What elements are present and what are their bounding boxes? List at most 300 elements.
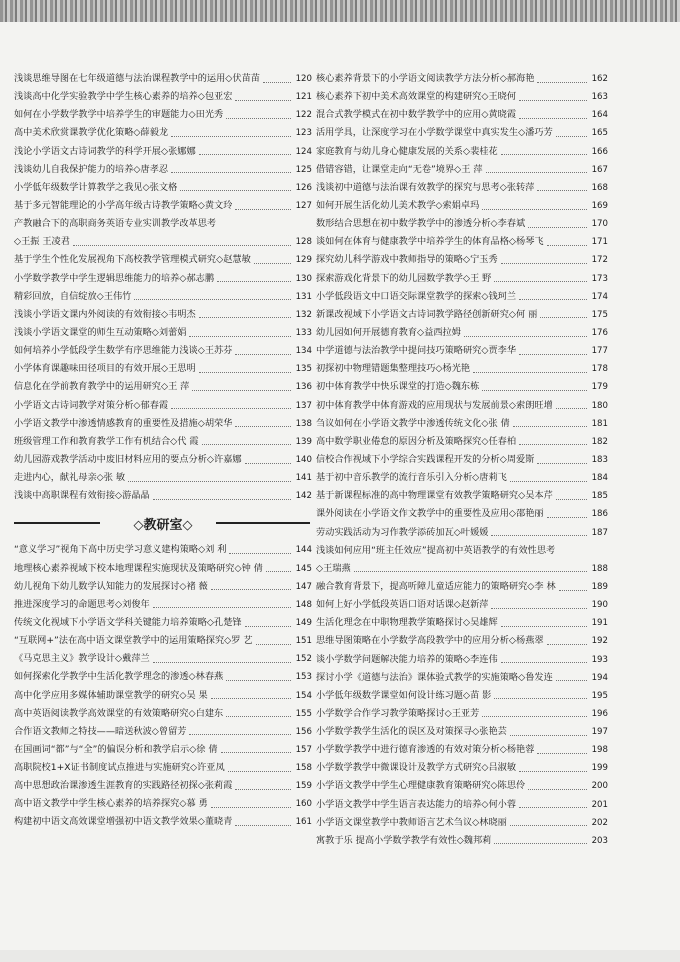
toc-page-number: 127 bbox=[295, 200, 312, 211]
toc-leader-dots bbox=[192, 390, 291, 391]
toc-entry[interactable] bbox=[14, 215, 312, 233]
toc-page-number: 182 bbox=[591, 436, 608, 447]
toc-entry-title: 浅谈思维导图在七年级道德与法治课程教学中的运用◇伏苗苗 bbox=[14, 73, 260, 84]
toc-page-number: 197 bbox=[591, 727, 608, 738]
toc-page-number: 168 bbox=[591, 182, 608, 193]
page-top-band bbox=[0, 0, 680, 22]
toc-entry-title: 课外阅读在小学语文作文教学中的重要性及应用◇邵艳丽 bbox=[316, 508, 544, 520]
toc-page-number: 155 bbox=[295, 708, 312, 719]
toc-leader-dots bbox=[519, 299, 587, 300]
toc-entry-title: 探究幼儿科学游戏中教师指导的策略◇宁玉秀 bbox=[316, 254, 498, 266]
toc-page-number: 170 bbox=[591, 219, 608, 230]
toc-entry[interactable] bbox=[14, 360, 312, 378]
toc-leader-dots bbox=[226, 716, 291, 717]
toc-entry[interactable] bbox=[316, 469, 608, 487]
toc-page-number: 124 bbox=[295, 146, 312, 157]
toc-leader-dots bbox=[199, 317, 291, 318]
section-rule-left bbox=[14, 522, 100, 524]
toc-page-number: 145 bbox=[295, 563, 312, 574]
toc-entry-title: 小学数学教学中微课设计及教学方式研究◇吕淑敏 bbox=[316, 762, 517, 774]
toc-page-number: 165 bbox=[591, 128, 608, 139]
toc-leader-dots bbox=[134, 299, 291, 300]
toc-page-number: 193 bbox=[591, 654, 608, 665]
toc-leader-dots bbox=[153, 662, 291, 663]
toc-entry[interactable] bbox=[14, 306, 312, 324]
toc-entry-title: 新课改视域下小学语文古诗词教学路径创新研究◇何 丽 bbox=[316, 308, 538, 320]
toc-entry[interactable] bbox=[14, 668, 312, 686]
toc-page-number: 153 bbox=[295, 672, 312, 683]
toc-entry-title: 浅谈幼儿自我保护能力的培养◇唐孝忍 bbox=[14, 163, 169, 175]
toc-page-number: 183 bbox=[591, 454, 608, 465]
toc-leader-dots bbox=[547, 245, 587, 246]
toc-leader-dots bbox=[235, 209, 291, 210]
toc-entry-title: 小学低年级数学课堂如何设计练习题◇苗 影 bbox=[316, 689, 492, 701]
toc-entry[interactable] bbox=[14, 397, 312, 415]
toc-entry[interactable] bbox=[316, 88, 608, 106]
section-header bbox=[14, 505, 312, 541]
toc-leader-dots bbox=[199, 154, 291, 155]
toc-page-number: 158 bbox=[295, 763, 312, 774]
toc-entry-title: 小学低段语文中口语交际课堂教学的探索◇钱珂兰 bbox=[316, 290, 517, 302]
toc-leader-dots bbox=[189, 734, 291, 735]
toc-entry[interactable] bbox=[316, 106, 608, 124]
toc-entry-title: 产教融合下的高职商务英语专业实训教学改革思考 bbox=[14, 218, 217, 230]
toc-page-number: 203 bbox=[591, 835, 608, 846]
toc-entry[interactable] bbox=[14, 777, 312, 795]
toc-entry[interactable] bbox=[14, 124, 312, 142]
toc-entry[interactable] bbox=[316, 360, 608, 378]
toc-page-number: 187 bbox=[591, 527, 608, 538]
toc-leader-dots bbox=[528, 227, 587, 228]
toc-entry[interactable] bbox=[14, 560, 312, 578]
toc-leader-dots bbox=[171, 172, 291, 173]
toc-leader-dots bbox=[229, 553, 291, 554]
toc-entry[interactable] bbox=[14, 233, 312, 251]
toc-leader-dots bbox=[510, 825, 587, 826]
toc-entry[interactable] bbox=[316, 306, 608, 324]
toc-entry[interactable] bbox=[316, 524, 608, 542]
toc-entry-title: 高中思想政治课渗透生涯教育的实践路径初探◇张莉霞 bbox=[14, 780, 233, 792]
toc-leader-dots bbox=[547, 517, 587, 518]
toc-entry-title: 基于新课程标准的高中物理课堂有效教学策略研究◇吴本芹 bbox=[316, 490, 553, 502]
toc-page-number: 149 bbox=[295, 617, 312, 628]
toc-entry[interactable] bbox=[14, 433, 312, 451]
toc-page-number: 188 bbox=[591, 563, 608, 574]
toc-leader-dots bbox=[263, 82, 291, 83]
toc-entry[interactable] bbox=[14, 759, 312, 777]
toc-page-number: 164 bbox=[591, 110, 608, 121]
toc-page-number: 167 bbox=[591, 164, 608, 175]
toc-entry-title: 基于学生个性化发展视角下高校教学管理模式研究◇赵慧敏 bbox=[14, 254, 251, 266]
toc-entry-title: 构建初中语文高效课堂增强初中语文教学效果◇董晓青 bbox=[14, 816, 233, 828]
toc-entry-title: 核心素养背景下的小学语文阅读教学方法分析◇郝海艳 bbox=[316, 73, 535, 84]
toc-leader-dots bbox=[245, 626, 291, 627]
toc-leader-dots bbox=[494, 281, 587, 282]
toc-page-number: 151 bbox=[295, 636, 312, 647]
page-bottom-edge bbox=[0, 950, 680, 962]
toc-page-number: 201 bbox=[591, 799, 608, 810]
toc-leader-dots bbox=[217, 281, 291, 282]
toc-entry[interactable] bbox=[14, 596, 312, 614]
toc-page-number: 132 bbox=[295, 309, 312, 320]
toc-leader-dots bbox=[556, 680, 587, 681]
toc-entry[interactable] bbox=[14, 687, 312, 705]
toc-leader-dots bbox=[464, 336, 587, 337]
toc-entry-title: 借错容错，让课堂走向“无卷”境界◇王 萍 bbox=[316, 163, 483, 175]
toc-entry[interactable] bbox=[14, 288, 312, 306]
toc-leader-dots bbox=[528, 789, 587, 790]
toc-leader-dots bbox=[211, 589, 291, 590]
toc-leader-dots bbox=[228, 771, 291, 772]
toc-leader-dots bbox=[482, 390, 587, 391]
toc-entry[interactable] bbox=[14, 88, 312, 106]
toc-page-number: 194 bbox=[591, 672, 608, 683]
toc-entry-title: 合作语文教师之特技——暗送秋波◇曾留芳 bbox=[14, 725, 187, 737]
toc-entry[interactable] bbox=[14, 270, 312, 288]
toc-entry-title: 初中体育教学中快乐课堂的打造◇魏东栋 bbox=[316, 381, 480, 393]
toc-page-number: 166 bbox=[591, 146, 608, 157]
toc-leader-dots bbox=[513, 426, 587, 427]
toc-page-number: 161 bbox=[295, 817, 312, 828]
toc-leader-dots bbox=[235, 100, 291, 101]
toc-leader-dots bbox=[482, 209, 587, 210]
toc-leader-dots bbox=[537, 190, 587, 191]
toc-entry[interactable] bbox=[316, 215, 608, 233]
toc-leader-dots bbox=[171, 136, 291, 137]
toc-entry[interactable] bbox=[316, 415, 608, 433]
toc-leader-dots bbox=[254, 263, 291, 264]
toc-entry-title: 小学数学合作学习教学策略探讨◇王亚芳 bbox=[316, 707, 480, 719]
toc-entry-title: 谈如何在体育与健康教学中培养学生的体育品格◇杨琴飞 bbox=[316, 236, 544, 248]
toc-entry[interactable] bbox=[316, 560, 608, 578]
toc-entry[interactable] bbox=[316, 596, 608, 614]
toc-leader-dots bbox=[519, 444, 587, 445]
toc-page-number: 177 bbox=[591, 346, 608, 357]
toc-page-number: 162 bbox=[591, 74, 608, 84]
toc-entry-title: 高中英语阅读教学高效课堂的有效策略研究◇白建东 bbox=[14, 707, 224, 719]
toc-entry-title: 精彩回放，自信绽放◇王伟竹 bbox=[14, 290, 132, 302]
toc-entry-title: 如何上好小学低段英语口语对话课◇赵新萍 bbox=[316, 599, 489, 611]
toc-leader-dots bbox=[519, 100, 587, 101]
toc-entry-title: 数形结合思想在初中数学教学中的渗透分析◇李春斌 bbox=[316, 218, 526, 230]
toc-entry[interactable] bbox=[14, 650, 312, 668]
toc-leader-dots bbox=[235, 789, 291, 790]
toc-leader-dots bbox=[171, 408, 291, 409]
toc-leader-dots bbox=[189, 336, 291, 337]
toc-leader-dots bbox=[221, 752, 291, 753]
toc-entry[interactable] bbox=[14, 451, 312, 469]
toc-leader-dots bbox=[245, 463, 291, 464]
toc-page-number: 180 bbox=[591, 400, 608, 411]
toc-entry-title: 小学体育课趣味田径项目的有效开展◇王思明 bbox=[14, 363, 196, 375]
toc-leader-dots bbox=[559, 590, 587, 591]
toc-leader-dots bbox=[556, 499, 587, 500]
toc-page-number: 135 bbox=[295, 364, 312, 375]
toc-left-list bbox=[14, 70, 312, 505]
toc-page-number: 181 bbox=[591, 418, 608, 429]
toc-leader-dots bbox=[199, 372, 291, 373]
toc-entry-title: 高中美术欣赏课教学优化策略◇薛毅龙 bbox=[14, 127, 169, 139]
toc-entry[interactable] bbox=[316, 759, 608, 777]
toc-page-number: 129 bbox=[295, 255, 312, 266]
toc-entry-title: ◇王振 王凌君 bbox=[14, 236, 70, 248]
toc-entry-title: 浅谈高中化学实验教学中学生核心素养的培养◇包亚宏 bbox=[14, 91, 233, 103]
toc-entry-title: 小学语文课堂教学中教师语言艺术刍议◇林晓丽 bbox=[316, 816, 507, 828]
toc-entry-title: 探索游戏化背景下的幼儿园数学教学◇王 野 bbox=[316, 272, 492, 284]
toc-entry-title: 如何培养小学低段学生数学有序思维能力浅谈◇王苏芬 bbox=[14, 345, 233, 357]
toc-entry[interactable] bbox=[316, 251, 608, 269]
toc-entry-title: 信校合作视域下小学综合实践课程开发的分析◇周爱斯 bbox=[316, 453, 535, 465]
toc-entry[interactable] bbox=[316, 161, 608, 179]
toc-entry[interactable] bbox=[316, 324, 608, 342]
toc-page-number: 199 bbox=[591, 763, 608, 774]
toc-leader-dots bbox=[519, 771, 587, 772]
toc-page-number: 190 bbox=[591, 600, 608, 611]
toc-entry[interactable] bbox=[14, 632, 312, 650]
toc-entry[interactable] bbox=[316, 270, 608, 288]
toc-leader-dots bbox=[128, 481, 291, 482]
toc-entry[interactable] bbox=[14, 197, 312, 215]
toc-leader-dots bbox=[180, 190, 291, 191]
toc-entry-title: 中学道德与法治教学中提问技巧策略研究◇贾李华 bbox=[316, 345, 517, 357]
toc-leader-dots bbox=[547, 644, 587, 645]
toc-entry[interactable] bbox=[316, 288, 608, 306]
toc-leader-dots bbox=[519, 118, 587, 119]
toc-leader-dots bbox=[510, 735, 587, 736]
section-title: ◇教研室◇ bbox=[128, 514, 199, 533]
toc-entry-title: 如何探索化学教学中生活化教学理念的渗透◇林春燕 bbox=[14, 671, 224, 683]
toc-entry[interactable] bbox=[316, 723, 608, 741]
toc-entry-title: 小学语文古诗词教学对策分析◇郁春霞 bbox=[14, 399, 169, 411]
toc-leader-dots bbox=[153, 499, 291, 500]
toc-entry[interactable] bbox=[14, 324, 312, 342]
toc-leader-dots bbox=[235, 825, 291, 826]
toc-page-number: 200 bbox=[591, 781, 608, 792]
toc-entry[interactable] bbox=[316, 70, 608, 88]
toc-entry[interactable] bbox=[316, 233, 608, 251]
toc-leader-dots bbox=[494, 843, 587, 844]
toc-entry[interactable] bbox=[316, 451, 608, 469]
toc-entry[interactable] bbox=[14, 487, 312, 505]
toc-entry[interactable] bbox=[316, 651, 608, 669]
toc-entry[interactable] bbox=[316, 796, 608, 814]
toc-entry[interactable] bbox=[316, 669, 608, 687]
toc-leader-dots bbox=[537, 753, 587, 754]
toc-entry-title: 家庭教育与幼儿身心健康发展的关系◇裴桂花 bbox=[316, 145, 498, 157]
toc-leader-dots bbox=[235, 426, 291, 427]
toc-leader-dots bbox=[486, 172, 587, 173]
toc-entry-title: 活用学具，让深度学习在小学数学课堂中真实发生◇潘巧芳 bbox=[316, 127, 553, 139]
toc-entry[interactable] bbox=[316, 705, 608, 723]
toc-entry-title: 刍议如何在小学语文教学中渗透传统文化◇张 倩 bbox=[316, 417, 510, 429]
toc-entry-title: 混合式教学模式在初中数学教学中的应用◇黄晓霞 bbox=[316, 109, 517, 121]
toc-entry-title: 高职院校1+X证书制度试点推进与实施研究◇许亚凤 bbox=[14, 762, 225, 774]
toc-entry-title: 如何开展生活化幼儿美术教学◇索娟卓玛 bbox=[316, 199, 480, 211]
toc-entry[interactable] bbox=[14, 342, 312, 360]
toc-entry[interactable] bbox=[316, 378, 608, 396]
toc-page-number: 179 bbox=[591, 382, 608, 393]
toc-entry[interactable] bbox=[14, 795, 312, 813]
toc-page-number: 128 bbox=[295, 237, 312, 248]
toc-leader-dots bbox=[482, 716, 587, 717]
toc-entry[interactable] bbox=[316, 832, 608, 850]
toc-entry-title: 传统文化视域下小学语文学科关键能力培养策略◇孔楚锋 bbox=[14, 616, 242, 628]
toc-left-column bbox=[14, 70, 312, 832]
toc-entry-title: ◇王瑞燕 bbox=[316, 562, 351, 574]
toc-entry[interactable] bbox=[14, 541, 312, 559]
toc-entry[interactable] bbox=[316, 487, 608, 505]
toc-entry[interactable] bbox=[14, 161, 312, 179]
toc-entry-title: 如何在小学数学教学中培养学生的审题能力◇田光秀 bbox=[14, 109, 224, 121]
toc-page-number: 191 bbox=[591, 618, 608, 629]
toc-leader-dots bbox=[473, 372, 587, 373]
toc-page-number: 173 bbox=[591, 273, 608, 284]
toc-leader-dots bbox=[501, 154, 587, 155]
toc-leader-dots bbox=[226, 118, 291, 119]
toc-leader-dots bbox=[491, 535, 587, 536]
toc-entry-title: 初探初中物理错题集整理技巧◇杨光艳 bbox=[316, 363, 471, 375]
toc-page-number: 131 bbox=[295, 291, 312, 302]
toc-entry[interactable] bbox=[14, 70, 312, 88]
toc-page-number: 125 bbox=[295, 164, 312, 175]
toc-page-number: 171 bbox=[591, 237, 608, 248]
toc-entry-title: 《马克思主义》教学设计◇戴萍兰 bbox=[14, 653, 150, 665]
toc-entry[interactable] bbox=[316, 542, 608, 560]
toc-entry[interactable] bbox=[14, 813, 312, 831]
toc-page-number: 184 bbox=[591, 473, 608, 484]
toc-page-number: 157 bbox=[295, 744, 312, 755]
toc-entry-title: 小学数学教学生活化的误区及对策探寻◇张艳芸 bbox=[316, 726, 507, 738]
toc-page-number: 133 bbox=[295, 327, 312, 338]
toc-entry-title: 小学语文教学中学生心理健康教育策略研究◇陈思伶 bbox=[316, 780, 526, 792]
toc-page-number: 126 bbox=[295, 182, 312, 193]
toc-entry-title: 高中语文教学中学生核心素养的培养探究◇慕 勇 bbox=[14, 798, 208, 810]
toc-entry-title: 基于多元智能理论的小学高年级古诗教学策略◇黄文玲 bbox=[14, 199, 233, 211]
toc-entry-title: 浅论小学语文古诗词教学的科学开展◇张娜娜 bbox=[14, 145, 196, 157]
toc-leader-dots bbox=[540, 317, 587, 318]
toc-leader-dots bbox=[491, 608, 587, 609]
toc-page-number: 120 bbox=[295, 74, 312, 84]
toc-page-number: 198 bbox=[591, 745, 608, 756]
toc-entry[interactable] bbox=[316, 614, 608, 632]
toc-page-number: 123 bbox=[295, 128, 312, 139]
toc-entry[interactable] bbox=[14, 378, 312, 396]
toc-entry-title: 思维导图策略在小学数学高段教学中的应用分析◇杨燕翠 bbox=[316, 635, 544, 647]
toc-leader-dots bbox=[519, 807, 587, 808]
toc-leader-dots bbox=[211, 807, 291, 808]
toc-entry-title: 小学低年级数学计算教学之我见◇张文格 bbox=[14, 181, 178, 193]
toc-page-number: 140 bbox=[295, 454, 312, 465]
toc-page-number: 172 bbox=[591, 255, 608, 266]
toc-page-number: 176 bbox=[591, 327, 608, 338]
toc-entry-title: “互联网+”法在高中语文课堂教学中的运用策略探究◇罗 艺 bbox=[14, 635, 253, 647]
toc-entry-title: 走进内心，献礼母亲◇张 敏 bbox=[14, 472, 126, 484]
toc-page-number: 137 bbox=[295, 400, 312, 411]
toc-entry-title: 小学语文教学中渗透情感教育的重要性及措施◇胡荣华 bbox=[14, 417, 233, 429]
toc-entry[interactable] bbox=[14, 179, 312, 197]
toc-entry[interactable] bbox=[316, 397, 608, 415]
toc-entry-title: 在国画词“都”与“全”的偏误分析和教学启示◇徐 倩 bbox=[14, 743, 218, 755]
toc-entry[interactable] bbox=[316, 143, 608, 161]
toc-entry-title: 地理核心素养视域下校本地理课程实施现状及策略研究◇钟 倩 bbox=[14, 562, 263, 574]
toc-page-number: 121 bbox=[295, 92, 312, 103]
toc-leader-dots bbox=[202, 444, 291, 445]
toc-entry[interactable] bbox=[14, 723, 312, 741]
toc-entry[interactable] bbox=[316, 578, 608, 596]
toc-entry[interactable] bbox=[316, 342, 608, 360]
toc-leader-dots bbox=[266, 571, 291, 572]
toc-entry-title: 浅谈中高职课程有效衔接◇游晶晶 bbox=[14, 490, 150, 502]
toc-page-number: 195 bbox=[591, 690, 608, 701]
toc-entry-title: 基于初中音乐教学的流行音乐引入分析◇唐莉飞 bbox=[316, 472, 507, 484]
toc-page-number: 169 bbox=[591, 200, 608, 211]
toc-page-number: 175 bbox=[591, 309, 608, 320]
toc-entry[interactable] bbox=[14, 614, 312, 632]
toc-entry-title: 核心素养下初中美术高效课堂的构建研究◇王晓何 bbox=[316, 91, 517, 103]
toc-right-column bbox=[316, 70, 608, 850]
toc-entry[interactable] bbox=[14, 741, 312, 759]
toc-entry-title: 探讨小学《道德与法治》课体验式教学的实施策略◇鲁发连 bbox=[316, 671, 553, 683]
toc-entry[interactable] bbox=[316, 687, 608, 705]
toc-entry-title: 劳动实践活动为习作教学添砖加瓦◇叶媛媛 bbox=[316, 526, 489, 538]
toc-entry[interactable] bbox=[316, 505, 608, 523]
toc-leader-dots bbox=[537, 82, 587, 83]
toc-leader-dots bbox=[537, 463, 587, 464]
toc-entry[interactable] bbox=[14, 106, 312, 124]
toc-page-number: 130 bbox=[295, 273, 312, 284]
toc-page-number: 186 bbox=[591, 509, 608, 520]
toc-page-number: 152 bbox=[295, 654, 312, 665]
toc-leader-dots bbox=[354, 571, 587, 572]
toc-entry[interactable] bbox=[316, 179, 608, 197]
toc-entry-title: 寓教于乐 提高小学数学教学有效性◇魏邦莉 bbox=[316, 834, 492, 846]
toc-entry[interactable] bbox=[14, 469, 312, 487]
toc-entry[interactable] bbox=[316, 632, 608, 650]
toc-page-number: 178 bbox=[591, 364, 608, 375]
toc-entry-title: 幼儿园如何开展德育教育◇益西拉姆 bbox=[316, 326, 461, 338]
toc-page-number: 139 bbox=[295, 436, 312, 447]
toc-page-number: 136 bbox=[295, 382, 312, 393]
toc-page-number: 192 bbox=[591, 636, 608, 647]
toc-page-number: 134 bbox=[295, 346, 312, 357]
toc-entry[interactable] bbox=[14, 415, 312, 433]
toc-entry[interactable] bbox=[316, 741, 608, 759]
toc-entry-title: 班级管理工作和教育教学工作有机结合◇代 霞 bbox=[14, 435, 199, 447]
toc-page-number: 122 bbox=[295, 110, 312, 121]
toc-entry[interactable] bbox=[14, 705, 312, 723]
toc-entry[interactable] bbox=[316, 124, 608, 142]
toc-entry[interactable] bbox=[316, 777, 608, 795]
toc-entry[interactable] bbox=[14, 143, 312, 161]
toc-leader-dots bbox=[211, 698, 291, 699]
toc-left-list-research bbox=[14, 541, 312, 831]
toc-entry[interactable] bbox=[316, 197, 608, 215]
toc-entry-title: 高中化学应用多媒体辅助课堂教学的研究◇吴 果 bbox=[14, 689, 208, 701]
toc-entry-title: 浅谈初中道德与法治课有效教学的探究与思考◇张转萍 bbox=[316, 181, 535, 193]
toc-entry[interactable] bbox=[14, 578, 312, 596]
toc-leader-dots bbox=[501, 662, 587, 663]
toc-entry-title: 融合教育背景下，提高听障儿童适应能力的策略研究◇李 林 bbox=[316, 580, 556, 592]
toc-entry-title: “意义学习”视角下高中历史学习意义建构策略◇刘 利 bbox=[14, 544, 227, 556]
toc-page-number: 163 bbox=[591, 92, 608, 103]
toc-entry[interactable] bbox=[316, 814, 608, 832]
toc-entry[interactable] bbox=[14, 251, 312, 269]
toc-page-number: 144 bbox=[295, 545, 312, 556]
toc-page-number: 202 bbox=[591, 817, 608, 828]
toc-page-number: 160 bbox=[295, 799, 312, 810]
toc-entry[interactable] bbox=[316, 433, 608, 451]
toc-entry-title: 幼儿园游戏教学活动中废旧材料应用的要点分析◇许嘉娜 bbox=[14, 453, 242, 465]
